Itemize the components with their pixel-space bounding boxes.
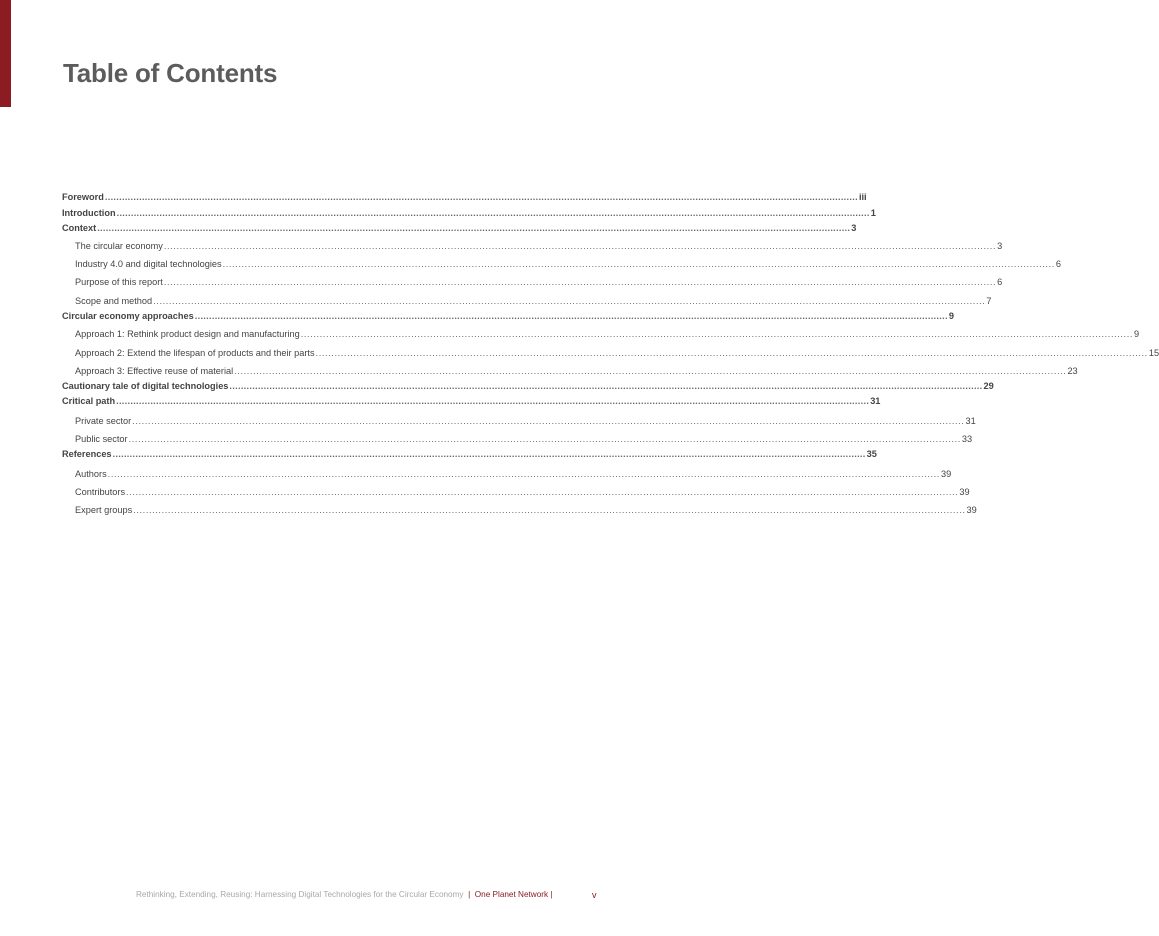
toc-label: Approach 3: Effective reuse of material [75,366,234,376]
toc-label: Contributors [75,487,126,497]
toc-page-number: 1 [870,208,876,218]
toc-page-number: 31 [870,396,881,406]
toc-entry-critical-path[interactable] [62,394,881,408]
toc-leader-dots: ........................................................................................................................................................................................................................................................................ [116,396,870,406]
toc-leader-dots: ........................................................................................................................................................................................................................................................................ [128,434,961,444]
toc-leader-dots: ........................................................................................................................................................................................................................................................................ [315,348,1148,358]
toc-leader-dots: ........................................................................................................................................................................................................................................................................ [133,505,966,515]
toc-entry-introduction[interactable] [62,206,876,220]
toc-page-number: 35 [866,449,877,459]
toc-label: Context [62,223,97,233]
footer-separator: | [550,890,553,899]
footer-page-number: v [592,890,597,900]
toc-entry-foreword[interactable] [62,190,867,204]
toc-label: Public sector [75,434,128,444]
toc-entry-circular-economy[interactable] [75,239,1003,253]
toc-label: Authors [75,469,107,479]
toc-page-number: 7 [986,296,992,306]
footer-separator: | [468,890,471,899]
toc-page-number: 39 [959,487,970,497]
toc-page-number: iii [858,192,867,202]
toc-page-number: 3 [997,241,1003,251]
toc-entry-industry-4[interactable] [75,257,1061,271]
toc-entry-approach-2[interactable] [75,346,1159,360]
toc-entry-expert-groups[interactable] [75,503,977,517]
toc-leader-dots: ........................................................................................................................................................................................................................................................................ [126,487,959,497]
toc-label: Approach 1: Rethink product design and manufacturing [75,329,300,339]
toc-page-number: 3 [851,223,857,233]
toc-leader-dots: ........................................................................................................................................................................................................................................................................ [104,192,858,202]
toc-leader-dots: ........................................................................................................................................................................................................................................................................ [234,366,1067,376]
toc-leader-dots: ........................................................................................................................................................................................................................................................................ [132,416,965,426]
toc-entry-cautionary-tale[interactable] [62,379,994,393]
toc-leader-dots: ........................................................................................................................................................................................................................................................................ [163,277,997,287]
toc-leader-dots: ........................................................................................................................................................................................................................................................................ [116,208,870,218]
toc-label: Expert groups [75,505,133,515]
toc-leader-dots: ........................................................................................................................................................................................................................................................................ [300,329,1134,339]
toc-label: Industry 4.0 and digital technologies [75,259,222,269]
toc-leader-dots: ........................................................................................................................................................................................................................................................................ [112,449,866,459]
toc-label: Approach 2: Extend the lifespan of products and their parts [75,348,315,358]
toc-leader-dots: ........................................................................................................................................................................................................................................................................ [107,469,940,479]
toc-leader-dots: ........................................................................................................................................................................................................................................................................ [163,241,997,251]
toc-page-number: 33 [961,434,973,444]
toc-label: The circular economy [75,241,163,251]
toc-entry-approaches[interactable] [62,309,954,323]
footer-running-title [136,889,553,901]
toc-entry-purpose[interactable] [75,275,1003,289]
toc-label: Purpose of this report [75,277,163,287]
toc-leader-dots: ........................................................................................................................................................................................................................................................................ [229,381,983,391]
toc-label: Cautionary tale of digital technologies [62,381,229,391]
toc-label: References [62,449,112,459]
toc-entry-authors[interactable] [75,467,952,481]
toc-page-number: 15 [1148,348,1159,358]
toc-entry-references[interactable] [62,447,877,461]
toc-label: Private sector [75,416,132,426]
toc-page-number: 6 [997,277,1003,287]
toc-page-number: 39 [940,469,952,479]
toc-leader-dots: ........................................................................................................................................................................................................................................................................ [194,311,948,321]
page-title: Table of Contents [63,58,278,88]
accent-bar [0,0,11,107]
toc-leader-dots: ........................................................................................................................................................................................................................................................................ [97,223,851,233]
toc-page-number: 9 [948,311,954,321]
toc-label: Critical path [62,396,116,406]
footer-organization: One Planet Network [474,890,549,899]
toc-page-number: 29 [983,381,994,391]
toc-label: Introduction [62,208,116,218]
toc-page-number: 9 [1134,329,1140,339]
toc-page-number: 6 [1055,259,1061,269]
toc-leader-dots: ........................................................................................................................................................................................................................................................................ [153,296,986,306]
toc-page-number: 23 [1067,366,1078,376]
toc-leader-dots: ........................................................................................................................................................................................................................................................................ [222,259,1055,269]
toc-label: Circular economy approaches [62,311,194,321]
toc-entry-approach-1[interactable] [75,327,1140,341]
toc-entry-public-sector[interactable] [75,432,973,446]
toc-page-number: 39 [966,505,977,515]
toc-entry-approach-3[interactable] [75,364,1078,378]
toc-entry-context[interactable] [62,221,857,235]
footer-document-title: Rethinking, Extending, Reusing: Harnessing Digital Technologies for the Circular Economy [136,890,464,899]
toc-label: Foreword [62,192,104,202]
toc-entry-scope[interactable] [75,294,992,308]
toc-entry-contributors[interactable] [75,485,970,499]
toc-entry-private-sector[interactable] [75,414,976,428]
toc-page-number: 31 [965,416,976,426]
toc-label: Scope and method [75,296,153,306]
